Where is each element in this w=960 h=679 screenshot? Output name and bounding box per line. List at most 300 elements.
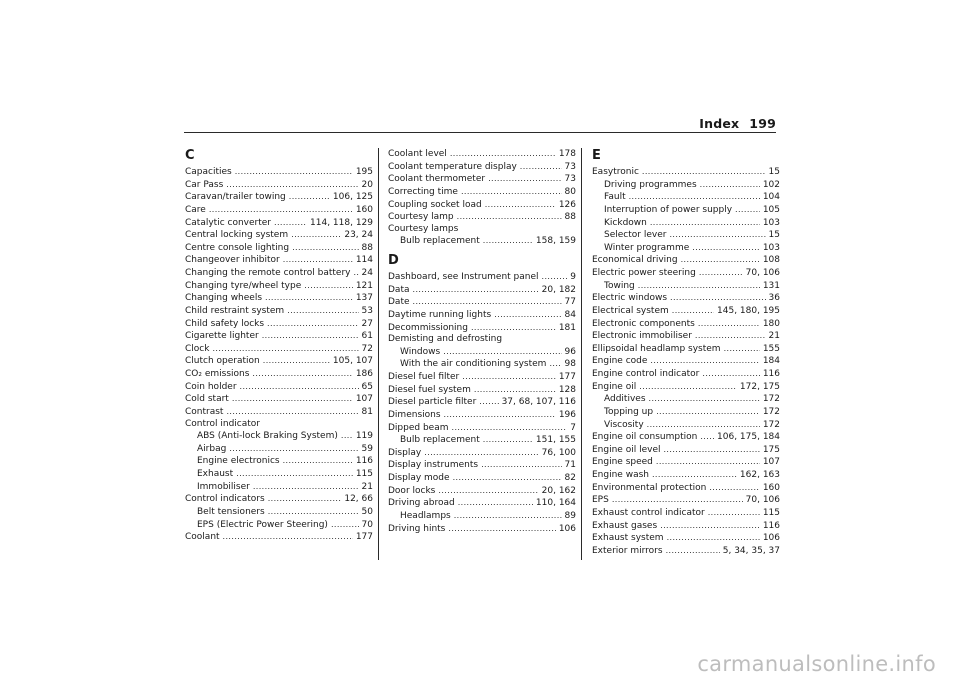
index-entry <box>388 422 576 435</box>
dot-leader <box>283 455 353 467</box>
index-entry <box>185 305 373 318</box>
index-entry <box>185 179 373 192</box>
index-entry <box>388 396 576 409</box>
dot-leader <box>292 242 358 254</box>
entry-pages: 103 <box>762 217 780 228</box>
entry-term: Care <box>185 204 206 215</box>
entry-pages: 106 <box>762 533 780 544</box>
entry-term: Courtesy lamps <box>388 223 459 234</box>
index-letter-heading: D <box>388 253 399 268</box>
entry-term: Control indicator <box>185 418 261 429</box>
entry-term: Date <box>388 297 410 308</box>
index-entry <box>592 330 780 343</box>
index-entry <box>185 330 373 343</box>
index-subentry <box>388 235 576 248</box>
entry-term: Electric windows <box>592 293 668 304</box>
column-divider <box>581 148 582 560</box>
entry-term: Coolant <box>185 532 220 543</box>
index-entry <box>388 224 576 236</box>
entry-term: Headlamps <box>400 510 451 521</box>
dot-leader <box>702 368 759 380</box>
dot-leader <box>240 381 359 393</box>
dot-leader <box>709 482 759 494</box>
index-entry <box>185 343 373 356</box>
entry-pages: 53 <box>361 305 373 316</box>
index-entry <box>185 280 373 293</box>
dot-leader <box>452 422 568 434</box>
entry-term: Cigarette lighter <box>185 331 259 342</box>
index-entry <box>388 186 576 199</box>
entry-pages: 106, 175, 184 <box>717 432 780 443</box>
index-subentry <box>592 179 780 192</box>
index-entry <box>592 381 780 394</box>
dot-leader <box>448 523 555 535</box>
entry-term: Control indicators <box>185 494 265 505</box>
dot-leader <box>699 267 743 279</box>
entry-term: Bulb replacement <box>400 236 480 247</box>
index-entry <box>592 532 780 545</box>
entry-term: Towing <box>604 280 635 291</box>
entry-pages: 5, 34, 35, 37 <box>722 545 780 556</box>
index-entry <box>185 318 373 331</box>
entry-pages: 172, 175 <box>739 381 780 392</box>
dot-leader <box>708 507 760 519</box>
entry-term: Child safety locks <box>185 318 265 329</box>
index-entry <box>185 242 373 255</box>
dot-leader <box>413 296 562 308</box>
index-subentry <box>592 217 780 230</box>
entry-pages: 116 <box>762 520 780 531</box>
entry-term: Kickdown <box>604 217 647 228</box>
dot-leader <box>695 330 766 342</box>
entry-term: Engine control indicator <box>592 369 700 379</box>
entry-pages: 37, 68, 107, 116 <box>501 397 576 408</box>
index-entry <box>185 191 373 204</box>
entry-pages: 116 <box>762 369 780 379</box>
dot-leader <box>229 443 358 455</box>
entry-term: EPS (Electric Power Steering) <box>197 519 328 530</box>
entry-pages: 21 <box>361 481 373 492</box>
index-column-1 <box>185 148 373 544</box>
entry-pages: 114, 118, 129 <box>310 217 373 228</box>
entry-pages: 61 <box>361 331 373 342</box>
entry-term: Diesel fuel system <box>388 384 471 395</box>
dot-leader <box>647 419 760 431</box>
dot-leader <box>649 393 760 405</box>
entry-term: Additives <box>604 394 646 405</box>
index-entry <box>185 531 373 544</box>
dot-leader <box>450 148 556 160</box>
entry-pages: 116 <box>355 456 373 467</box>
dot-leader <box>612 494 743 506</box>
entry-pages: 15 <box>768 230 780 241</box>
index-subentry <box>388 346 576 359</box>
dot-leader <box>304 280 353 292</box>
dot-leader <box>735 204 760 216</box>
entry-term: Door locks <box>388 485 436 496</box>
entry-pages: 50 <box>361 506 373 517</box>
entry-pages: 151, 155 <box>535 435 576 446</box>
entry-term: Coolant level <box>388 149 447 159</box>
entry-pages: 162, 163 <box>739 470 780 480</box>
dot-leader <box>453 472 562 484</box>
entry-term: Display instruments <box>388 460 479 471</box>
entry-term: Central locking system <box>185 230 289 241</box>
entry-term: Ellipsoidal headlamp system <box>592 343 721 354</box>
dot-leader <box>253 481 359 493</box>
index-entry <box>388 161 576 174</box>
entry-pages: 107 <box>355 394 373 405</box>
index-entry <box>592 520 780 533</box>
dot-leader <box>287 305 358 317</box>
dot-leader <box>209 204 353 216</box>
dot-leader <box>267 318 359 330</box>
index-entry <box>592 166 780 179</box>
index-entry <box>592 469 780 482</box>
entry-term: Courtesy lamp <box>388 212 454 223</box>
entry-term: Electrical system <box>592 305 669 316</box>
entry-term: Display <box>388 447 422 458</box>
entry-term: Exhaust gases <box>592 520 658 531</box>
dot-leader <box>331 519 359 531</box>
dot-leader <box>252 368 352 380</box>
index-entry <box>592 305 780 318</box>
index-subentry <box>185 430 373 443</box>
index-subentry <box>388 510 576 523</box>
dot-leader <box>483 235 533 247</box>
entry-pages: 103 <box>762 242 780 253</box>
header-rule <box>184 132 776 133</box>
entry-pages: 89 <box>564 510 576 521</box>
entry-term: EPS <box>592 495 609 506</box>
dot-leader <box>692 242 760 254</box>
dot-leader <box>681 254 760 266</box>
entry-term: CO₂ emissions <box>185 369 250 379</box>
entry-term: With the air conditioning system <box>400 359 547 370</box>
entry-pages: 20, 162 <box>541 485 576 496</box>
entry-pages: 98 <box>564 359 576 370</box>
entry-pages: 72 <box>361 343 373 354</box>
entry-pages: 70, 106 <box>745 495 780 506</box>
index-entry <box>388 371 576 384</box>
entry-pages: 7 <box>570 422 576 433</box>
entry-pages: 73 <box>564 174 576 185</box>
dot-leader <box>341 430 353 442</box>
index-entry <box>592 494 780 507</box>
entry-pages: 88 <box>564 212 576 223</box>
dot-leader <box>483 434 533 446</box>
entry-term: Correcting time <box>388 186 458 197</box>
dot-leader <box>481 459 561 471</box>
entry-term: Daytime running lights <box>388 309 492 320</box>
dot-leader <box>669 229 765 241</box>
entry-term: Engine oil level <box>592 444 661 455</box>
entry-pages: 80 <box>564 186 576 197</box>
entry-term: Economical driving <box>592 255 678 266</box>
dot-leader <box>226 179 358 191</box>
index-entry <box>592 444 780 457</box>
index-entry <box>388 384 576 397</box>
entry-term: Contrast <box>185 406 224 417</box>
index-entry <box>185 419 373 431</box>
index-entry <box>388 497 576 510</box>
entry-term: Topping up <box>604 406 654 417</box>
entry-pages: 20, 182 <box>541 284 576 295</box>
entry-term: Airbag <box>197 443 227 454</box>
dot-leader <box>639 381 737 393</box>
dot-leader <box>268 493 342 505</box>
dot-leader <box>724 343 760 355</box>
dot-leader <box>444 409 556 421</box>
index-entry <box>388 284 576 297</box>
entry-pages: 70 <box>361 519 373 530</box>
index-entry <box>592 545 780 558</box>
dot-leader <box>485 199 556 211</box>
section-title: Index <box>699 116 740 131</box>
dot-leader <box>542 271 568 283</box>
entry-pages: 196 <box>558 409 576 420</box>
entry-pages: 59 <box>361 443 373 454</box>
entry-pages: 110, 164 <box>535 498 576 509</box>
index-subentry <box>185 455 373 468</box>
entry-term: Electronic components <box>592 318 695 329</box>
dot-leader <box>474 384 556 396</box>
entry-term: Dashboard, see Instrument panel <box>388 272 539 282</box>
dot-leader <box>656 406 760 418</box>
column-divider <box>378 148 379 560</box>
index-entry <box>388 447 576 460</box>
entry-pages: 76, 100 <box>541 447 576 458</box>
entry-pages: 172 <box>762 419 780 430</box>
index-entry <box>185 166 373 179</box>
dot-leader <box>698 318 760 330</box>
entry-term: Bulb replacement <box>400 435 480 446</box>
dot-leader <box>663 444 759 456</box>
index-entry <box>592 456 780 469</box>
entry-term: Engine electronics <box>197 456 280 467</box>
entry-term: Engine wash <box>592 470 649 480</box>
entry-pages: 20 <box>361 179 373 190</box>
entry-term: Catalytic converter <box>185 217 271 228</box>
entry-term: Centre console lighting <box>185 242 290 253</box>
entry-pages: 71 <box>564 460 576 471</box>
index-letter-heading: C <box>185 148 195 163</box>
dot-leader <box>458 497 533 509</box>
dot-leader <box>424 447 538 459</box>
index-entry <box>388 271 576 284</box>
entry-pages: 105 <box>762 204 780 215</box>
dot-leader <box>642 166 766 178</box>
index-subentry <box>185 468 373 481</box>
index-entry <box>592 267 780 280</box>
dot-leader <box>413 284 539 296</box>
entry-pages: 24 <box>361 268 373 278</box>
index-entry <box>592 292 780 305</box>
dot-leader <box>660 520 760 532</box>
index-entry <box>388 523 576 536</box>
entry-pages: 119 <box>355 431 373 442</box>
entry-term: Coin holder <box>185 381 237 392</box>
dot-leader <box>289 191 330 203</box>
entry-term: Coolant thermometer <box>388 174 486 185</box>
entry-term: Exterior mirrors <box>592 545 663 556</box>
entry-term: Clutch operation <box>185 356 260 367</box>
entry-term: Cold start <box>185 394 229 405</box>
index-entry <box>185 254 373 267</box>
dot-leader <box>471 322 556 334</box>
index-subentry <box>592 406 780 419</box>
entry-term: Electric power steering <box>592 268 696 278</box>
entry-pages: 105, 107 <box>332 356 373 367</box>
dot-leader <box>262 330 359 342</box>
index-subentry <box>592 393 780 406</box>
index-entry <box>388 334 576 346</box>
dot-leader <box>479 396 498 408</box>
entry-term: Decommissioning <box>388 322 468 333</box>
entry-term: Selector lever <box>604 230 667 241</box>
entry-term: Coupling socket load <box>388 199 482 210</box>
index-subentry <box>388 358 576 371</box>
dot-leader <box>700 179 760 191</box>
dot-leader <box>549 358 561 370</box>
entry-term: Clock <box>185 343 210 354</box>
dot-leader <box>283 254 353 266</box>
entry-term: Belt tensioners <box>197 506 265 517</box>
entry-term: Immobiliser <box>197 481 250 492</box>
entry-term: Driving programmes <box>604 179 697 190</box>
index-subentry <box>185 519 373 532</box>
index-entry <box>185 229 373 242</box>
page-header <box>640 116 776 131</box>
dot-leader <box>652 469 737 481</box>
index-entry <box>388 459 576 472</box>
entry-pages: 73 <box>564 161 576 172</box>
dot-leader <box>268 506 359 518</box>
entry-pages: 82 <box>564 473 576 483</box>
entry-pages: 155 <box>762 343 780 354</box>
dot-leader <box>226 406 358 418</box>
entry-pages: 126 <box>558 199 576 210</box>
entry-term: Dipped beam <box>388 422 449 433</box>
index-entry <box>592 368 780 381</box>
index-entry <box>388 472 576 485</box>
dot-leader <box>353 267 358 279</box>
entry-pages: 177 <box>558 372 576 382</box>
dot-leader <box>650 355 759 367</box>
dot-leader <box>700 431 714 443</box>
entry-pages: 128 <box>558 384 576 395</box>
entry-pages: 106 <box>558 523 576 534</box>
entry-term: Viscosity <box>604 419 644 430</box>
entry-term: Data <box>388 284 410 295</box>
entry-term: Changing tyre/wheel type <box>185 280 302 291</box>
dot-leader <box>667 532 760 544</box>
dot-leader <box>235 166 353 178</box>
entry-term: Changeover inhibitor <box>185 255 280 266</box>
entry-term: Exhaust <box>197 469 234 479</box>
entry-pages: 84 <box>564 309 576 320</box>
dot-leader <box>291 229 341 241</box>
entry-pages: 114 <box>355 255 373 266</box>
dot-leader <box>443 346 561 358</box>
dot-leader <box>461 186 562 198</box>
dot-leader <box>638 280 760 292</box>
index-column-3 <box>592 148 780 557</box>
index-entry <box>185 368 373 381</box>
entry-pages: 108 <box>762 255 780 266</box>
entry-term: Engine code <box>592 356 648 367</box>
index-entry <box>388 409 576 422</box>
index-subentry <box>592 191 780 204</box>
entry-pages: 121 <box>355 280 373 291</box>
watermark: carmanualsonline.info <box>697 652 936 676</box>
index-entry <box>592 318 780 331</box>
entry-pages: 175 <box>762 444 780 455</box>
entry-pages: 181 <box>558 322 576 333</box>
dot-leader <box>488 173 561 185</box>
index-entry <box>388 485 576 498</box>
dot-leader <box>265 292 353 304</box>
index-entry <box>388 309 576 322</box>
entry-pages: 15 <box>768 167 780 177</box>
index-entry <box>185 204 373 217</box>
entry-pages: 145, 180, 195 <box>717 305 780 316</box>
index-entry <box>185 406 373 419</box>
entry-pages: 81 <box>361 406 373 417</box>
dot-leader <box>494 309 561 321</box>
dot-leader <box>666 545 720 557</box>
index-entry <box>592 482 780 495</box>
entry-term: Engine speed <box>592 457 653 468</box>
entry-pages: 137 <box>355 293 373 304</box>
index-entry <box>388 211 576 224</box>
dot-leader <box>462 371 556 383</box>
entry-pages: 12, 66 <box>344 494 373 505</box>
index-entry <box>388 322 576 335</box>
entry-pages: 77 <box>564 297 576 308</box>
entry-term: Car Pass <box>185 179 224 190</box>
entry-pages: 158, 159 <box>535 236 576 247</box>
entry-term: Exhaust system <box>592 533 664 544</box>
index-subentry <box>592 242 780 255</box>
entry-term: Interruption of power supply <box>604 204 733 215</box>
entry-pages: 184 <box>762 356 780 367</box>
entry-term: Electronic immobiliser <box>592 331 692 342</box>
dot-leader <box>236 468 353 480</box>
entry-term: Windows <box>400 346 441 357</box>
entry-term: Fault <box>604 192 626 203</box>
entry-term: Winter programme <box>604 242 690 253</box>
entry-term: Diesel particle filter <box>388 397 477 408</box>
entry-term: Coolant temperature display <box>388 161 517 172</box>
entry-pages: 23, 24 <box>344 230 373 241</box>
dot-leader <box>438 485 538 497</box>
entry-pages: 115 <box>355 469 373 479</box>
index-entry <box>388 148 576 161</box>
index-column-2 <box>388 148 576 535</box>
entry-term: Display mode <box>388 473 450 483</box>
entry-pages: 178 <box>558 149 576 159</box>
entry-term: Exhaust control indicator <box>592 507 705 518</box>
entry-pages: 70, 106 <box>745 268 780 278</box>
entry-term: Environmental protection <box>592 482 707 493</box>
entry-pages: 172 <box>762 406 780 417</box>
dot-leader <box>520 161 562 173</box>
entry-term: Driving hints <box>388 523 446 534</box>
dot-leader <box>232 393 353 405</box>
entry-term: Capacities <box>185 167 232 177</box>
entry-pages: 131 <box>762 280 780 291</box>
